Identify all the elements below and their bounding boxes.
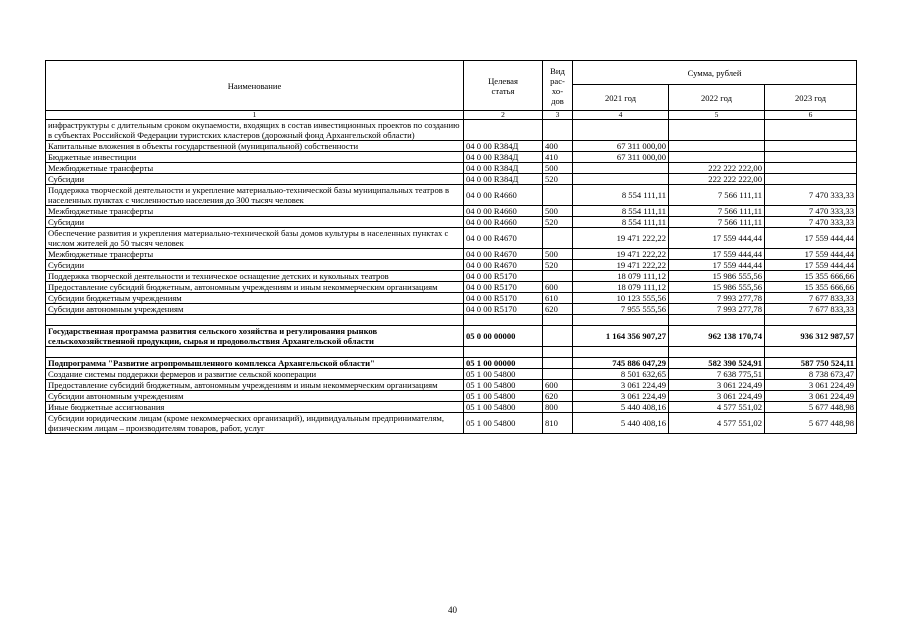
table-row <box>46 152 857 163</box>
cell-y2022: 222 222 222,00 <box>669 174 765 185</box>
cell-y2021 <box>573 163 669 174</box>
cell-y2021 <box>573 174 669 185</box>
cell-name: Межбюджетные трансферты <box>46 249 464 260</box>
cell-y2021: 19 471 222,22 <box>573 249 669 260</box>
table-row <box>46 185 857 206</box>
cell-vid: 800 <box>543 402 573 413</box>
col-number-5: 5 <box>669 111 765 120</box>
table-body <box>46 120 857 434</box>
cell-y2022: 7 566 111,11 <box>669 217 765 228</box>
cell-y2021 <box>573 120 669 141</box>
cell-y2022: 7 566 111,11 <box>669 206 765 217</box>
cell-y2022 <box>669 120 765 141</box>
header-year-2023: 2023 год <box>765 85 857 111</box>
cell-y2022: 582 390 524,91 <box>669 358 765 369</box>
cell-vid <box>543 347 573 358</box>
cell-vid <box>543 369 573 380</box>
cell-code: 04 0 00 R5170 <box>464 304 543 315</box>
cell-code: 05 1 00 00000 <box>464 358 543 369</box>
header-expense-type: Вид рас-хо-дов <box>543 61 573 111</box>
cell-y2023 <box>765 347 857 358</box>
cell-code: 04 0 00 R4670 <box>464 228 543 249</box>
cell-code: 04 0 00 R5170 <box>464 282 543 293</box>
cell-code: 04 0 00 R384Д <box>464 163 543 174</box>
col-number-4: 4 <box>573 111 669 120</box>
cell-y2022: 4 577 551,02 <box>669 413 765 434</box>
table-row <box>46 402 857 413</box>
cell-y2023: 7 677 833,33 <box>765 293 857 304</box>
cell-y2022: 7 993 277,78 <box>669 293 765 304</box>
cell-y2023: 7 470 333,33 <box>765 185 857 206</box>
cell-name: Бюджетные инвестиции <box>46 152 464 163</box>
cell-vid: 410 <box>543 152 573 163</box>
cell-y2023: 17 559 444,44 <box>765 249 857 260</box>
cell-name: Иные бюджетные ассигнования <box>46 402 464 413</box>
cell-code: 05 1 00 54800 <box>464 369 543 380</box>
cell-y2022: 7 993 277,78 <box>669 304 765 315</box>
cell-name: Субсидии <box>46 174 464 185</box>
cell-code: 04 0 00 R4660 <box>464 185 543 206</box>
cell-vid: 600 <box>543 282 573 293</box>
col-number-3: 3 <box>543 111 573 120</box>
cell-y2022: 7 638 775,51 <box>669 369 765 380</box>
cell-y2023: 15 355 666,66 <box>765 282 857 293</box>
cell-vid <box>543 228 573 249</box>
cell-y2023: 3 061 224,49 <box>765 380 857 391</box>
cell-code: 05 1 00 54800 <box>464 402 543 413</box>
table-row <box>46 282 857 293</box>
cell-name: Предоставление субсидий бюджетным, автономным учреждениям и иным некоммерческим организациям <box>46 282 464 293</box>
cell-y2021 <box>573 315 669 326</box>
cell-name: Создание системы поддержки фермеров и развитие сельской кооперации <box>46 369 464 380</box>
cell-code: 05 0 00 00000 <box>464 326 543 347</box>
cell-y2022: 7 566 111,11 <box>669 185 765 206</box>
cell-y2021: 1 164 356 907,27 <box>573 326 669 347</box>
table-row <box>46 358 857 369</box>
cell-y2023: 3 061 224,49 <box>765 391 857 402</box>
cell-y2022: 17 559 444,44 <box>669 228 765 249</box>
cell-code: 04 0 00 R4670 <box>464 249 543 260</box>
cell-vid: 500 <box>543 249 573 260</box>
cell-y2021: 8 554 111,11 <box>573 185 669 206</box>
cell-vid: 600 <box>543 380 573 391</box>
cell-y2023: 15 355 666,66 <box>765 271 857 282</box>
cell-name: Межбюджетные трансферты <box>46 206 464 217</box>
cell-y2023 <box>765 163 857 174</box>
cell-name: Капитальные вложения в объекты государственной (муниципальной) собственности <box>46 141 464 152</box>
cell-y2022: 15 986 555,56 <box>669 271 765 282</box>
cell-vid: 500 <box>543 163 573 174</box>
table-row <box>46 141 857 152</box>
cell-vid <box>543 326 573 347</box>
cell-y2021: 7 955 555,56 <box>573 304 669 315</box>
header-year-2022: 2022 год <box>669 85 765 111</box>
cell-name: инфраструктуры с длительным сроком окупаемости, входящих в состав инвестиционных проектов по созданию в субъектах Российской Федерации туристских кластеров (дорожный фонд Архангельской области) <box>46 120 464 141</box>
table-row <box>46 391 857 402</box>
col-number-6: 6 <box>765 111 857 120</box>
table-row <box>46 206 857 217</box>
cell-y2023 <box>765 120 857 141</box>
cell-name: Субсидии <box>46 260 464 271</box>
col-number-2: 2 <box>464 111 543 120</box>
cell-y2022: 17 559 444,44 <box>669 260 765 271</box>
cell-y2021: 18 079 111,12 <box>573 282 669 293</box>
cell-y2023: 5 677 448,98 <box>765 402 857 413</box>
cell-y2023: 17 559 444,44 <box>765 228 857 249</box>
cell-code: 04 0 00 R384Д <box>464 152 543 163</box>
cell-vid <box>543 315 573 326</box>
cell-vid: 620 <box>543 391 573 402</box>
table-row <box>46 217 857 228</box>
cell-code: 05 1 00 54800 <box>464 380 543 391</box>
cell-y2022: 15 986 555,56 <box>669 282 765 293</box>
col-number-1: 1 <box>46 111 464 120</box>
cell-y2021: 18 079 111,12 <box>573 271 669 282</box>
cell-vid <box>543 120 573 141</box>
cell-y2021: 5 440 408,16 <box>573 413 669 434</box>
cell-y2022: 3 061 224,49 <box>669 391 765 402</box>
cell-name: Субсидии автономным учреждениям <box>46 391 464 402</box>
cell-y2022 <box>669 315 765 326</box>
cell-y2022: 4 577 551,02 <box>669 402 765 413</box>
cell-vid: 620 <box>543 304 573 315</box>
cell-y2023 <box>765 174 857 185</box>
cell-code: 04 0 00 R5170 <box>464 293 543 304</box>
header-sum: Сумма, рублей <box>573 61 857 85</box>
cell-y2023 <box>765 141 857 152</box>
cell-y2021: 5 440 408,16 <box>573 402 669 413</box>
cell-vid: 500 <box>543 206 573 217</box>
cell-name: Обеспечение развития и укрепления материально-технической базы домов культуры в населенных пунктах с числом жителей до 50 тысяч человек <box>46 228 464 249</box>
blank-row <box>46 347 857 358</box>
table-row <box>46 380 857 391</box>
cell-code: 04 0 00 R5170 <box>464 271 543 282</box>
cell-code <box>464 347 543 358</box>
table-row <box>46 260 857 271</box>
cell-code <box>464 315 543 326</box>
cell-y2021: 3 061 224,49 <box>573 391 669 402</box>
cell-y2022: 962 138 170,74 <box>669 326 765 347</box>
header-target-item: Целевая статья <box>464 61 543 111</box>
page-number: 40 <box>448 605 457 615</box>
cell-y2021 <box>573 347 669 358</box>
table-row <box>46 369 857 380</box>
cell-y2021: 8 554 111,11 <box>573 217 669 228</box>
cell-vid: 400 <box>543 141 573 152</box>
cell-y2023: 7 677 833,33 <box>765 304 857 315</box>
cell-y2022: 3 061 224,49 <box>669 380 765 391</box>
table-row <box>46 174 857 185</box>
cell-y2022: 222 222 222,00 <box>669 163 765 174</box>
cell-code: 04 0 00 R4660 <box>464 217 543 228</box>
cell-y2021: 67 311 000,00 <box>573 141 669 152</box>
cell-name: Государственная программа развития сельского хозяйства и регулирования рынков сельскохозяйственной продукции, сырья и продовольствия Архангельской области <box>46 326 464 347</box>
cell-y2021: 8 501 632,65 <box>573 369 669 380</box>
header-year-2021: 2021 год <box>573 85 669 111</box>
budget-table <box>45 60 857 434</box>
cell-y2023: 8 738 673,47 <box>765 369 857 380</box>
cell-vid <box>543 358 573 369</box>
cell-y2023: 7 470 333,33 <box>765 206 857 217</box>
cell-code: 04 0 00 R4670 <box>464 260 543 271</box>
cell-vid: 610 <box>543 293 573 304</box>
cell-y2023: 7 470 333,33 <box>765 217 857 228</box>
cell-y2023 <box>765 315 857 326</box>
cell-y2021: 19 471 222,22 <box>573 260 669 271</box>
cell-y2022 <box>669 152 765 163</box>
table-row <box>46 413 857 434</box>
table-row <box>46 249 857 260</box>
table-row <box>46 293 857 304</box>
cell-code: 05 1 00 54800 <box>464 413 543 434</box>
cell-name <box>46 347 464 358</box>
cell-code: 04 0 00 R384Д <box>464 141 543 152</box>
cell-name: Субсидии <box>46 217 464 228</box>
cell-name: Подпрограмма "Развитие агропромышленного комплекса Архангельской области" <box>46 358 464 369</box>
cell-y2021: 19 471 222,22 <box>573 228 669 249</box>
cell-name: Предоставление субсидий бюджетным, автономным учреждениям и иным некоммерческим организациям <box>46 380 464 391</box>
cell-vid: 810 <box>543 413 573 434</box>
cell-code <box>464 120 543 141</box>
cell-vid: 520 <box>543 174 573 185</box>
cell-vid: 520 <box>543 217 573 228</box>
cell-y2023: 5 677 448,98 <box>765 413 857 434</box>
cell-code: 04 0 00 R4660 <box>464 206 543 217</box>
cell-name: Субсидии бюджетным учреждениям <box>46 293 464 304</box>
cell-y2023: 17 559 444,44 <box>765 260 857 271</box>
cell-y2021: 10 123 555,56 <box>573 293 669 304</box>
cell-name <box>46 315 464 326</box>
cell-name: Поддержка творческой деятельности и укрепление материально-технической базы муниципальных театров в населенных пунктах с численностью населения до 300 тысяч человек <box>46 185 464 206</box>
table-row <box>46 163 857 174</box>
cell-vid: 520 <box>543 260 573 271</box>
table-row <box>46 120 857 141</box>
cell-vid <box>543 271 573 282</box>
cell-y2021: 745 886 047,29 <box>573 358 669 369</box>
cell-y2023: 587 750 524,11 <box>765 358 857 369</box>
cell-name: Субсидии юридическим лицам (кроме некоммерческих организаций), индивидуальным предпринимателям, физическим лицам – производителям товаров, работ, услуг <box>46 413 464 434</box>
cell-code: 04 0 00 R384Д <box>464 174 543 185</box>
cell-name: Субсидии автономным учреждениям <box>46 304 464 315</box>
table-row <box>46 228 857 249</box>
header-name: Наименование <box>46 61 464 111</box>
table-row <box>46 271 857 282</box>
cell-y2022 <box>669 347 765 358</box>
cell-code: 05 1 00 54800 <box>464 391 543 402</box>
cell-y2022: 17 559 444,44 <box>669 249 765 260</box>
cell-y2023: 936 312 987,57 <box>765 326 857 347</box>
table-row <box>46 304 857 315</box>
cell-y2022 <box>669 141 765 152</box>
cell-vid <box>543 185 573 206</box>
cell-y2023 <box>765 152 857 163</box>
cell-y2021: 67 311 000,00 <box>573 152 669 163</box>
cell-y2021: 8 554 111,11 <box>573 206 669 217</box>
blank-row <box>46 315 857 326</box>
cell-y2021: 3 061 224,49 <box>573 380 669 391</box>
cell-name: Поддержка творческой деятельности и техническое оснащение детских и кукольных театров <box>46 271 464 282</box>
table-row <box>46 326 857 347</box>
cell-name: Межбюджетные трансферты <box>46 163 464 174</box>
